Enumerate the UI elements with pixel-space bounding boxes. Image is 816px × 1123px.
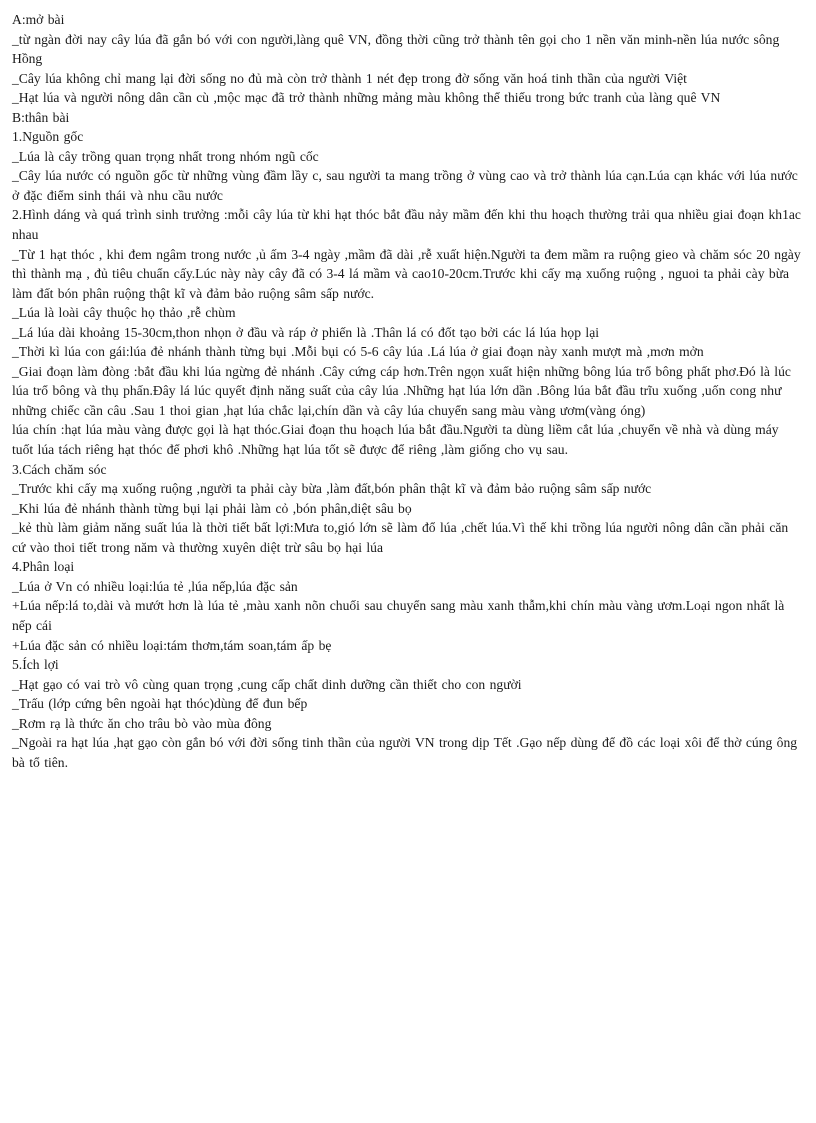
section-heading-cach-cham-soc: 3.Cách chăm sóc: [12, 461, 107, 477]
section-heading-phan-loai: 4.Phân loại: [12, 559, 75, 575]
paragraph: _Cây lúa không chỉ mang lại đời sống no đủ mà còn trở thành 1 nét đẹp trong đờ sống văn hoá tinh thần của người Việt: [12, 70, 687, 86]
section-heading-nguon-goc: 1.Nguồn gốc: [12, 129, 84, 145]
paragraph: _Hạt gạo có vai trò vô cùng quan trọng ,cung cấp chất dinh dưỡng cần thiết cho con người: [12, 676, 522, 692]
paragraph: _Lúa là loài cây thuộc họ thảo ,rễ chùm: [12, 305, 236, 321]
section-heading-hinh-dang: 2.Hình dáng và quá trình sinh trưởng :mỗi cây lúa từ khi hạt thóc bắt đầu nảy mầm đến khi thu hoạch thường trải qua nhiều giai đoạn kh1ac nhau: [12, 207, 801, 243]
paragraph: _từ ngàn đời nay cây lúa đã gắn bó với con người,làng quê VN, đồng thời cũng trở thành tên gọi cho 1 nền văn minh-nền lúa nước sông Hồng: [12, 31, 780, 67]
paragraph: _Giai đoạn làm đòng :bắt đầu khi lúa ngừng đẻ nhánh .Cây cứng cáp hơn.Trên ngọn xuất hiện những bông lúa trổ bông phất phơ.Đó là lúc lúa trổ bông và thụ phấn.Đây lá lúc quyết định năng suất của cây lúa .Những hạt lúa lớn dần .Bông lúa bắt đầu trĩu xuống ,uốn cong như những chiếc cần câu .Sau 1 thoi gian ,hạt lúa chắc lại,chín dần và cây lúa chuyển sang màu vàng ươm(vàng óng): [12, 363, 791, 418]
section-heading-ich-loi: 5.Ích lợi: [12, 657, 59, 673]
paragraph: _Hạt lúa và người nông dân cần cù ,mộc mạc đã trở thành những mảng màu không thể thiếu trong bức tranh của làng quê VN: [12, 90, 721, 106]
paragraph: lúa chín :hạt lúa màu vàng được gọi là hạt thóc.Giai đoạn thu hoạch lúa bắt đầu.Người ta dùng liềm cắt lúa ,chuyển về nhà và dùng máy tuốt lúa tách riêng hạt thóc để phơi khô .Những hạt lúa tốt sẽ được để riêng ,làm giống cho vụ sau.: [12, 422, 779, 458]
paragraph: _Ngoài ra hạt lúa ,hạt gạo còn gắn bó với đời sống tinh thần của người VN trong dịp Tết .Gạo nếp dùng để đồ các loại xôi để thờ cúng ông bà tổ tiên.: [12, 735, 798, 770]
paragraph: _kẻ thù làm giảm năng suất lúa là thời tiết bất lợi:Mưa to,gió lớn sẽ làm đổ lúa ,chết lúa.Vì thế khi trồng lúa người nông dân cần phải căn cứ vào thoi tiết trong năm và thường xuyên diệt trừ sâu bọ hại lúa: [12, 520, 789, 555]
paragraph: _Lúa ở Vn có nhiều loại:lúa tẻ ,lúa nếp,lúa đặc sản: [12, 578, 298, 594]
paragraph: _Thời kì lúa con gái:lúa đẻ nhánh thành từng bụi .Mỗi bụi có 5-6 cây lúa .Lá lúa ở giai đoạn này xanh mượt mà ,mơn mởn: [12, 344, 704, 360]
heading-than-bai: B:thân bài: [12, 109, 70, 125]
paragraph: _Trấu (lớp cứng bên ngoài hạt thóc)dùng để đun bếp: [12, 696, 308, 712]
heading-mo-bai: A:mở bài: [12, 12, 65, 27]
paragraph: _Lá lúa dài khoảng 15-30cm,thon nhọn ở đầu và ráp ở phiến là .Thân lá có đốt tạo bởi các lá lúa họp lại: [12, 324, 600, 340]
paragraph: _Cây lúa nước có nguồn gốc từ những vùng đầm lầy c, sau người ta mang trồng ở vùng cao và trở thành lúa cạn.Lúa cạn khác với lúa nước ở đặc điểm sinh thái và nhu cầu nước: [12, 168, 798, 203]
paragraph: _Trước khi cấy mạ xuống ruộng ,người ta phải cày bừa ,làm đất,bón phân thật kĩ và đảm bảo ruộng sâm sấp nước: [12, 481, 652, 497]
paragraph: _Rơm rạ là thức ăn cho trâu bò vào mùa đông: [12, 715, 272, 731]
paragraph: _Lúa là cây trồng quan trọng nhất trong nhóm ngũ cốc: [12, 148, 319, 164]
paragraph: +Lúa đặc sản có nhiều loại:tám thơm,tám soan,tám ấp bẹ: [12, 637, 332, 653]
paragraph: _Từ 1 hạt thóc , khi đem ngâm trong nước ,ủ ấm 3-4 ngày ,mầm đã dài ,rễ xuất hiện.Người ta đem mầm ra ruộng gieo và chăm sóc 20 ngày thì thành mạ , đủ tiêu chuẩn cấy.Lúc này này cây đã có 3-4 lá mầm và cao10-20cm.Trước khi cấy mạ xuống ruộng , nguoi ta phải cày bừa làm đất bón phân ruộng thật kĩ và đảm bảo ruộng sâm sấp nước.: [12, 246, 801, 301]
paragraph: _Khi lúa đẻ nhánh thành từng bụi lại phải làm cỏ ,bón phân,diệt sâu bọ: [12, 500, 412, 516]
document-body: [12, 10, 804, 772]
paragraph: +Lúa nếp:lá to,dài và mướt hơn là lúa tẻ ,màu xanh nõn chuối sau chuyển sang màu xanh thẫm,khi chín màu vàng ươm.Loại ngon nhất là nếp cái: [12, 598, 785, 633]
